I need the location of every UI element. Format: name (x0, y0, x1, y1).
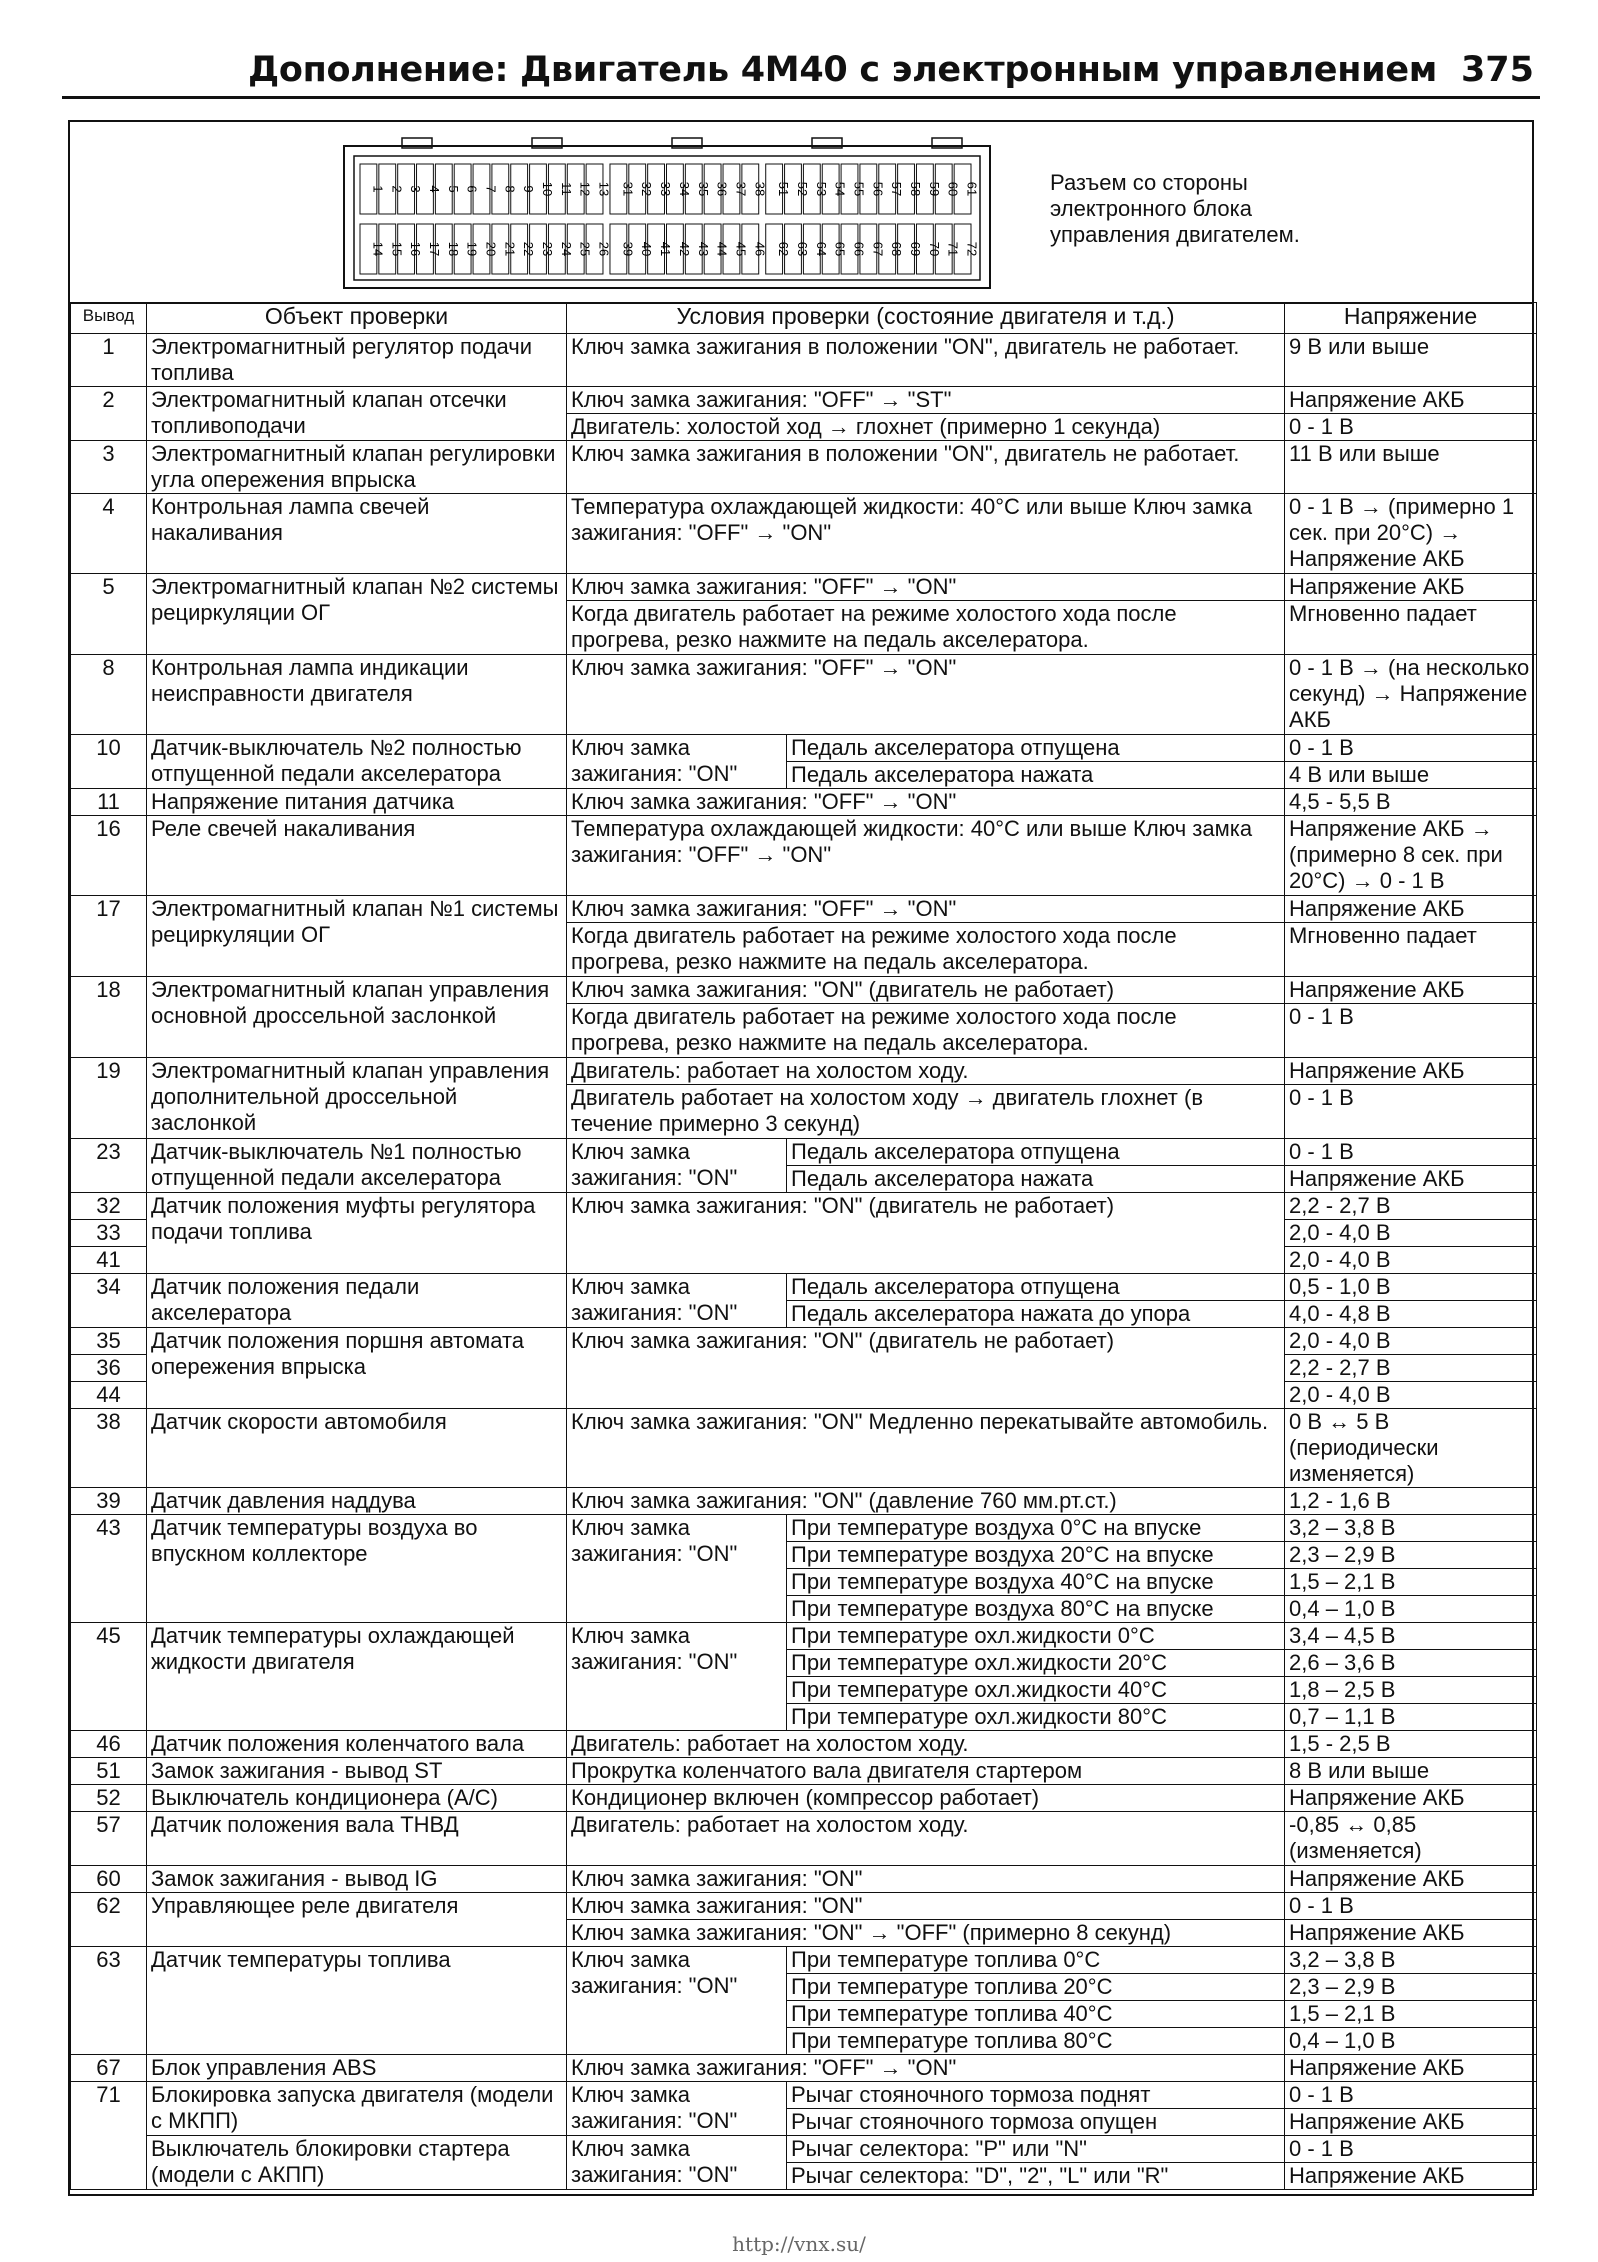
voltage-cell: 1,8 – 2,5 В (1285, 1677, 1537, 1704)
condition-cell: Кондиционер включен (компрессор работает) (567, 1785, 1285, 1812)
object-cell: Выключатель блокировки стартера (модели с АКПП) (147, 2136, 567, 2190)
voltage-cell: Напряжение АКБ (1285, 2055, 1537, 2082)
pin-cell: 62 (71, 1893, 147, 1947)
object-cell: Датчик скорости автомобиля (147, 1409, 567, 1488)
table-row (71, 1623, 1537, 1650)
voltage-cell: Мгновенно падает (1285, 601, 1537, 655)
pin-cell: 71 (71, 2082, 147, 2190)
connector-pin-number: 1 (370, 185, 386, 193)
object-cell: Датчик положения педали акселератора (147, 1274, 567, 1328)
voltage-cell: 0 - 1 В (1285, 1139, 1537, 1166)
connector-pin-number: 33 (658, 181, 674, 197)
key-cell: Ключ замка зажигания: "ON" (567, 1274, 787, 1328)
voltage-cell: 0 - 1 В (1285, 1004, 1537, 1058)
connector-pin-number: 57 (889, 181, 905, 197)
table-row (71, 1785, 1537, 1812)
object-cell: Электромагнитный клапан управления основной дроссельной заслонкой (147, 977, 567, 1058)
condition-cell: Температура охлаждающей жидкости: 40°С или выше Ключ замка зажигания: "OFF" → "ON" (567, 816, 1285, 896)
voltage-cell: Напряжение АКБ (1285, 1058, 1537, 1085)
caption-line: электронного блока (1050, 196, 1252, 221)
pin-cell: 33 (71, 1220, 147, 1247)
connector-pin-number: 67 (870, 241, 886, 257)
caption-line: управления двигателем. (1050, 222, 1300, 247)
object-cell: Блокировка запуска двигателя (модели с МКПП) (147, 2082, 567, 2136)
table-row (71, 1488, 1537, 1515)
connector-pin-number: 52 (794, 181, 810, 197)
voltage-cell: 0,4 – 1,0 В (1285, 1596, 1537, 1623)
subcondition-cell: При температуре топлива 0°С (787, 1947, 1285, 1974)
condition-cell: Ключ замка зажигания в положении "ON", двигатель не работает. (567, 441, 1285, 494)
connector-pin-number: 2 (389, 185, 405, 193)
connector-pin-number: 70 (926, 241, 942, 257)
voltage-cell: Напряжение АКБ (1285, 977, 1537, 1004)
table-row (71, 896, 1537, 923)
connector-pin-number: 4 (426, 185, 442, 193)
header-conditions: Условия проверки (состояние двигателя и т.д.) (567, 303, 1285, 334)
condition-cell: Двигатель: работает на холостом ходу. (567, 1058, 1285, 1085)
header-voltage: Напряжение (1285, 303, 1537, 334)
connector-pin-number: 13 (596, 181, 612, 197)
voltage-cell: Напряжение АКБ (1285, 574, 1537, 601)
connector-pin-number: 15 (389, 241, 405, 257)
voltage-cell: 2,6 – 3,6 В (1285, 1650, 1537, 1677)
table-row (71, 735, 1537, 762)
subcondition-cell: При температуре охл.жидкости 20°С (787, 1650, 1285, 1677)
table-row (71, 1893, 1537, 1920)
condition-cell: Ключ замка зажигания: "OFF" → "ON" (567, 789, 1285, 816)
table-row (71, 2136, 1537, 2163)
condition-cell: Ключ замка зажигания: "ON" Медленно перекатывайте автомобиль. (567, 1409, 1285, 1488)
pin-cell: 67 (71, 2055, 147, 2082)
connector-pin-number: 31 (620, 181, 636, 197)
voltage-cell: 0 - 1 В (1285, 2136, 1537, 2163)
connector-pin-number: 9 (521, 185, 537, 193)
connector-pin-number: 69 (908, 241, 924, 257)
voltage-cell: Напряжение АКБ → (примерно 8 сек. при 20°С) → 0 - 1 В (1285, 816, 1537, 896)
voltage-cell: Напряжение АКБ (1285, 1866, 1537, 1893)
connector-pin-number: 22 (521, 241, 537, 257)
condition-cell: Ключ замка зажигания: "ON" → "OFF" (примерно 8 секунд) (567, 1920, 1285, 1947)
connector-pin-number: 40 (639, 241, 655, 257)
pin-cell: 17 (71, 896, 147, 977)
voltage-cell: 3,2 – 3,8 В (1285, 1947, 1537, 1974)
connector-caption (1050, 170, 1300, 248)
table-row (71, 655, 1537, 735)
table-row (71, 1812, 1537, 1866)
object-cell: Электромагнитный клапан отсечки топливоподачи (147, 387, 567, 441)
voltage-cell: Напряжение АКБ (1285, 896, 1537, 923)
pin-cell: 39 (71, 1488, 147, 1515)
voltage-cell: 2,0 - 4,0 В (1285, 1220, 1537, 1247)
pin-cell: 60 (71, 1866, 147, 1893)
object-cell: Электромагнитный клапан №2 системы рециркуляции ОГ (147, 574, 567, 655)
connector-pin-number: 23 (540, 241, 556, 257)
table-row (71, 977, 1537, 1004)
condition-cell: Двигатель: работает на холостом ходу. (567, 1812, 1285, 1866)
connector-pin-number: 37 (733, 181, 749, 197)
subcondition-cell: Педаль акселератора нажата (787, 1166, 1285, 1193)
pin-cell: 52 (71, 1785, 147, 1812)
table-row (71, 494, 1537, 574)
key-cell: Ключ замка зажигания: "ON" (567, 2082, 787, 2136)
connector-pin-number: 63 (794, 241, 810, 257)
pin-cell: 45 (71, 1623, 147, 1731)
table-row (71, 2055, 1537, 2082)
table-row (71, 816, 1537, 896)
connector-pin-number: 51 (776, 181, 792, 197)
subcondition-cell: При температуре воздуха 80°С на впуске (787, 1596, 1285, 1623)
connector-pin-number: 18 (445, 241, 461, 257)
page-number: 375 (1460, 50, 1534, 90)
connector-pin-number: 14 (370, 241, 386, 257)
key-cell: Ключ замка зажигания: "ON" (567, 1515, 787, 1623)
table-row (71, 1866, 1537, 1893)
table-row (71, 1758, 1537, 1785)
subcondition-cell: При температуре топлива 40°С (787, 2001, 1285, 2028)
subcondition-cell: Рычаг селектора: "D", "2", "L" или "R" (787, 2163, 1285, 2190)
voltage-cell: 2,3 – 2,9 В (1285, 1542, 1537, 1569)
table-row (71, 1058, 1537, 1085)
key-cell: Ключ замка зажигания: "ON" (567, 2136, 787, 2190)
connector-pin-number: 66 (851, 241, 867, 257)
pin-voltage-table (70, 302, 1537, 2190)
object-cell: Датчик положения вала ТНВД (147, 1812, 567, 1866)
key-cell: Ключ замка зажигания: "ON" (567, 1623, 787, 1731)
condition-cell: Прокрутка коленчатого вала двигателя стартером (567, 1758, 1285, 1785)
table-row (71, 334, 1537, 387)
pin-cell: 10 (71, 735, 147, 789)
voltage-cell: Напряжение АКБ (1285, 1920, 1537, 1947)
object-cell: Датчик температуры воздуха во впускном коллекторе (147, 1515, 567, 1623)
subcondition-cell: При температуре воздуха 20°С на впуске (787, 1542, 1285, 1569)
connector-pin-number: 56 (870, 181, 886, 197)
table-row (71, 1515, 1537, 1542)
subcondition-cell: Педаль акселератора отпущена (787, 735, 1285, 762)
voltage-cell: 1,5 – 2,1 В (1285, 1569, 1537, 1596)
connector-pin-number: 8 (502, 185, 518, 193)
voltage-cell: 0 - 1 В (1285, 2082, 1537, 2109)
object-cell: Реле свечей накаливания (147, 816, 567, 896)
pin-cell: 8 (71, 655, 147, 735)
table-row (71, 387, 1537, 414)
connector-pin-number: 60 (945, 181, 961, 197)
pin-cell: 19 (71, 1058, 147, 1139)
object-cell: Электромагнитный клапан №1 системы рециркуляции ОГ (147, 896, 567, 977)
subcondition-cell: Рычаг стояночного тормоза опущен (787, 2109, 1285, 2136)
connector-pin-number: 5 (445, 185, 461, 193)
voltage-cell: 4,5 - 5,5 В (1285, 789, 1537, 816)
voltage-cell: 11 В или выше (1285, 441, 1537, 494)
subcondition-cell: Педаль акселератора нажата (787, 762, 1285, 789)
condition-cell: Ключ замка зажигания: "ON" (давление 760 мм.рт.ст.) (567, 1488, 1285, 1515)
object-cell: Датчик-выключатель №1 полностью отпущенной педали акселератора (147, 1139, 567, 1193)
table-header-row (71, 303, 1537, 334)
connector-pin-number: 44 (714, 241, 730, 257)
table-row (71, 2082, 1537, 2109)
connector-pin-number: 20 (483, 241, 499, 257)
header-object: Объект проверки (147, 303, 567, 334)
voltage-cell: 1,5 – 2,1 В (1285, 2001, 1537, 2028)
object-cell: Датчик-выключатель №2 полностью отпущенной педали акселератора (147, 735, 567, 789)
voltage-cell: 1,2 - 1,6 В (1285, 1488, 1537, 1515)
pin-cell: 35 (71, 1328, 147, 1355)
pin-cell: 3 (71, 441, 147, 494)
pin-cell: 16 (71, 816, 147, 896)
connector-pin-number: 61 (964, 181, 980, 197)
connector-section (70, 122, 1532, 304)
pin-cell: 11 (71, 789, 147, 816)
voltage-cell: 4,0 - 4,8 В (1285, 1301, 1537, 1328)
table-row (71, 1947, 1537, 1974)
object-cell: Электромагнитный клапан управления дополнительной дроссельной заслонкой (147, 1058, 567, 1139)
condition-cell: Ключ замка зажигания: "OFF" → "ON" (567, 2055, 1285, 2082)
subcondition-cell: При температуре охл.жидкости 80°С (787, 1704, 1285, 1731)
connector-pin-number: 46 (752, 241, 768, 257)
voltage-cell: 2,0 - 4,0 В (1285, 1247, 1537, 1274)
object-cell: Контрольная лампа индикации неисправности двигателя (147, 655, 567, 735)
subcondition-cell: Педаль акселератора нажата до упора (787, 1301, 1285, 1328)
voltage-cell: 2,0 - 4,0 В (1285, 1328, 1537, 1355)
subcondition-cell: Педаль акселератора отпущена (787, 1139, 1285, 1166)
voltage-cell: 0 - 1 В (1285, 414, 1537, 441)
pin-cell: 57 (71, 1812, 147, 1866)
condition-cell: Ключ замка зажигания: "ON" (двигатель не работает) (567, 1193, 1285, 1274)
condition-cell: Ключ замка зажигания: "OFF" → "ON" (567, 896, 1285, 923)
document-frame (68, 120, 1534, 2196)
voltage-cell: -0,85 ↔ 0,85 (изменяется) (1285, 1812, 1537, 1866)
object-cell: Электромагнитный клапан регулировки угла опережения впрыска (147, 441, 567, 494)
subcondition-cell: При температуре топлива 20°С (787, 1974, 1285, 2001)
key-cell: Ключ замка зажигания: "ON" (567, 1947, 787, 2055)
ecu-connector-diagram (342, 132, 992, 292)
connector-pin-number: 34 (676, 181, 692, 197)
object-cell: Контрольная лампа свечей накаливания (147, 494, 567, 574)
connector-pin-number: 36 (714, 181, 730, 197)
voltage-cell: 2,0 - 4,0 В (1285, 1382, 1537, 1409)
table-row (71, 574, 1537, 601)
voltage-cell: 2,2 - 2,7 В (1285, 1193, 1537, 1220)
table-row (71, 1139, 1537, 1166)
voltage-cell: 3,2 – 3,8 В (1285, 1515, 1537, 1542)
source-url: http://vnx.su/ (732, 2232, 866, 2256)
voltage-cell: 0 - 1 В → (примерно 1 сек. при 20°С) → Напряжение АКБ (1285, 494, 1537, 574)
header-pin: Вывод (71, 303, 147, 334)
condition-cell: Ключ замка зажигания в положении "ON", двигатель не работает. (567, 334, 1285, 387)
pin-cell: 41 (71, 1247, 147, 1274)
table-row (71, 441, 1537, 494)
voltage-cell: Напряжение АКБ (1285, 387, 1537, 414)
voltage-cell: 0 - 1 В (1285, 1085, 1537, 1139)
table-row (71, 1409, 1537, 1488)
condition-cell: Двигатель: работает на холостом ходу. (567, 1731, 1285, 1758)
voltage-cell: 0,5 - 1,0 В (1285, 1274, 1537, 1301)
connector-pin-number: 11 (558, 182, 574, 196)
condition-cell: Ключ замка зажигания: "ON" (567, 1866, 1285, 1893)
voltage-cell: Напряжение АКБ (1285, 1785, 1537, 1812)
object-cell: Выключатель кондиционера (A/C) (147, 1785, 567, 1812)
connector-pin-number: 25 (577, 241, 593, 257)
connector-pin-number: 12 (577, 181, 593, 197)
voltage-cell: 0 - 1 В (1285, 735, 1537, 762)
pin-cell: 38 (71, 1409, 147, 1488)
caption-line: Разъем со стороны (1050, 170, 1248, 195)
condition-cell: Когда двигатель работает на режиме холостого хода после прогрева, резко нажмите на педаль акселератора. (567, 923, 1285, 977)
table-row (71, 1731, 1537, 1758)
object-cell: Замок зажигания - вывод ST (147, 1758, 567, 1785)
page-header (62, 44, 1540, 99)
voltage-cell: 1,5 - 2,5 В (1285, 1731, 1537, 1758)
connector-pin-number: 16 (408, 241, 424, 257)
voltage-cell: 2,2 - 2,7 В (1285, 1355, 1537, 1382)
pin-cell: 4 (71, 494, 147, 574)
connector-pin-number: 71 (945, 241, 961, 257)
connector-pin-number: 10 (540, 181, 556, 197)
connector-pin-number: 7 (483, 185, 499, 193)
table-row (71, 1328, 1537, 1355)
voltage-cell: 4 В или выше (1285, 762, 1537, 789)
pin-cell: 5 (71, 574, 147, 655)
connector-pin-number: 58 (908, 181, 924, 197)
pin-cell: 34 (71, 1274, 147, 1328)
condition-cell: Двигатель: холостой ход → глохнет (примерно 1 секунда) (567, 414, 1285, 441)
connector-pin-number: 41 (658, 241, 674, 257)
subcondition-cell: Рычаг стояночного тормоза поднят (787, 2082, 1285, 2109)
pin-cell: 63 (71, 1947, 147, 2055)
condition-cell: Температура охлаждающей жидкости: 40°С или выше Ключ замка зажигания: "OFF" → "ON" (567, 494, 1285, 574)
page-title: Дополнение: Двигатель 4M40 с электронным управлением (248, 50, 1438, 90)
subcondition-cell: Рычаг селектора: "P" или "N" (787, 2136, 1285, 2163)
pin-cell: 36 (71, 1355, 147, 1382)
connector-pin-number: 24 (558, 241, 574, 257)
pin-cell: 18 (71, 977, 147, 1058)
connector-pin-number: 19 (464, 241, 480, 257)
subcondition-cell: Педаль акселератора отпущена (787, 1274, 1285, 1301)
voltage-cell: 0 В ↔ 5 В (периодически изменяется) (1285, 1409, 1537, 1488)
connector-pin-number: 64 (813, 241, 829, 257)
voltage-cell: 0 - 1 В → (на несколько секунд) → Напряжение АКБ (1285, 655, 1537, 735)
voltage-cell: Напряжение АКБ (1285, 1166, 1537, 1193)
object-cell: Управляющее реле двигателя (147, 1893, 567, 1947)
condition-cell: Ключ замка зажигания: "OFF" → "ON" (567, 655, 1285, 735)
voltage-cell: 0,7 – 1,1 В (1285, 1704, 1537, 1731)
condition-cell: Ключ замка зажигания: "OFF" → "ST" (567, 387, 1285, 414)
voltage-cell: 2,3 – 2,9 В (1285, 1974, 1537, 2001)
connector-pin-number: 55 (851, 181, 867, 197)
connector-pin-number: 65 (832, 241, 848, 257)
voltage-cell: Напряжение АКБ (1285, 2109, 1537, 2136)
object-cell: Датчик давления наддува (147, 1488, 567, 1515)
connector-pin-number: 38 (752, 181, 768, 197)
pin-cell: 44 (71, 1382, 147, 1409)
voltage-cell: 8 В или выше (1285, 1758, 1537, 1785)
object-cell: Датчик положения поршня автомата опережения впрыска (147, 1328, 567, 1409)
pin-cell: 32 (71, 1193, 147, 1220)
object-cell: Датчик температуры охлаждающей жидкости двигателя (147, 1623, 567, 1731)
key-cell: Ключ замка зажигания: "ON" (567, 1139, 787, 1193)
condition-cell: Ключ замка зажигания: "ON" (567, 1893, 1285, 1920)
pin-cell: 23 (71, 1139, 147, 1193)
voltage-cell: 9 В или выше (1285, 334, 1537, 387)
key-cell: Ключ замка зажигания: "ON" (567, 735, 787, 789)
connector-pin-number: 21 (502, 241, 518, 257)
table-row (71, 1193, 1537, 1220)
condition-cell: Ключ замка зажигания: "ON" (двигатель не работает) (567, 977, 1285, 1004)
connector-pin-number: 42 (676, 241, 692, 257)
connector-pin-number: 17 (426, 241, 442, 257)
voltage-cell: 0,4 – 1,0 В (1285, 2028, 1537, 2055)
pin-cell: 1 (71, 334, 147, 387)
object-cell: Блок управления ABS (147, 2055, 567, 2082)
object-cell: Датчик положения коленчатого вала (147, 1731, 567, 1758)
connector-pin-number: 35 (695, 181, 711, 197)
subcondition-cell: При температуре воздуха 0°С на впуске (787, 1515, 1285, 1542)
subcondition-cell: При температуре охл.жидкости 40°С (787, 1677, 1285, 1704)
object-cell: Напряжение питания датчика (147, 789, 567, 816)
connector-pin-number: 53 (813, 181, 829, 197)
connector-pin-number: 3 (408, 185, 424, 193)
object-cell: Датчик положения муфты регулятора подачи топлива (147, 1193, 567, 1274)
voltage-cell: 0 - 1 В (1285, 1893, 1537, 1920)
subcondition-cell: При температуре охл.жидкости 0°С (787, 1623, 1285, 1650)
connector-pin-number: 32 (639, 181, 655, 197)
subcondition-cell: При температуре топлива 80°С (787, 2028, 1285, 2055)
object-cell: Электромагнитный регулятор подачи топлива (147, 334, 567, 387)
pin-cell: 2 (71, 387, 147, 441)
connector-pin-number: 62 (776, 241, 792, 257)
subcondition-cell: При температуре воздуха 40°С на впуске (787, 1569, 1285, 1596)
object-cell: Замок зажигания - вывод IG (147, 1866, 567, 1893)
condition-cell: Ключ замка зажигания: "OFF" → "ON" (567, 574, 1285, 601)
voltage-cell: Мгновенно падает (1285, 923, 1537, 977)
connector-pin-number: 45 (733, 241, 749, 257)
pin-cell: 51 (71, 1758, 147, 1785)
object-cell: Датчик температуры топлива (147, 1947, 567, 2055)
connector-pin-number: 72 (964, 241, 980, 257)
connector-pin-number: 43 (695, 241, 711, 257)
pin-cell: 43 (71, 1515, 147, 1623)
table-row (71, 789, 1537, 816)
connector-pin-number: 26 (596, 241, 612, 257)
voltage-cell: Напряжение АКБ (1285, 2163, 1537, 2190)
connector-pin-number: 39 (620, 241, 636, 257)
connector-pin-number: 59 (926, 181, 942, 197)
condition-cell: Двигатель работает на холостом ходу → двигатель глохнет (в течение примерно 3 секунд) (567, 1085, 1285, 1139)
condition-cell: Когда двигатель работает на режиме холостого хода после прогрева, резко нажмите на педаль акселератора. (567, 1004, 1285, 1058)
connector-pin-number: 6 (464, 185, 480, 193)
condition-cell: Когда двигатель работает на режиме холостого хода после прогрева, резко нажмите на педаль акселератора. (567, 601, 1285, 655)
pin-cell: 46 (71, 1731, 147, 1758)
voltage-cell: 3,4 – 4,5 В (1285, 1623, 1537, 1650)
condition-cell: Ключ замка зажигания: "ON" (двигатель не работает) (567, 1328, 1285, 1409)
table-row (71, 1274, 1537, 1301)
connector-pin-number: 68 (889, 241, 905, 257)
connector-pin-number: 54 (832, 181, 848, 197)
